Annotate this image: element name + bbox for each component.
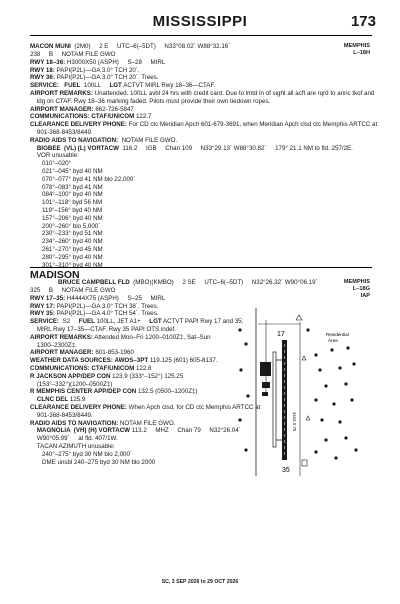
entry-line — [30, 152, 370, 160]
tree-symbol — [320, 418, 323, 421]
entry-line — [30, 89, 375, 98]
tree-symbol — [350, 398, 353, 401]
entry-line — [30, 67, 370, 75]
text-run: FUEL — [64, 82, 81, 90]
text-run: 601-853-1960 — [93, 349, 134, 357]
entry-line — [30, 435, 270, 443]
tree-symbol — [318, 368, 321, 371]
text-run: 100LL, JET A1+ — [94, 318, 150, 326]
text-run: RWY 17: — [30, 302, 55, 310]
text-run: 078°–083° byd 41 NM — [30, 183, 103, 191]
text-run: MACON MUNI — [30, 43, 71, 50]
text-run: LGT — [109, 82, 122, 90]
text-run: NOTAM FILE GWO. — [118, 136, 178, 144]
entry-line — [30, 326, 270, 334]
text-run: H3000X50 (ASPH) S–28 MIRL — [65, 58, 166, 66]
obstruction-box — [302, 460, 307, 466]
entry-line — [30, 396, 270, 404]
runway-17-label: 17 — [277, 331, 285, 338]
text-run: RWY 18–36: — [30, 58, 66, 66]
entry-line — [30, 303, 270, 311]
tree-symbol — [239, 368, 242, 371]
entry-line — [30, 357, 270, 365]
entry-line — [30, 113, 370, 121]
parallel-taxiway — [273, 352, 276, 447]
tree-symbol — [338, 366, 341, 369]
text-run: 070°–077° byd 41 NM blo 22,000´ — [30, 175, 136, 183]
text-run: 901-368-8453/8449. — [30, 128, 93, 136]
tree-symbol — [238, 418, 241, 421]
text-run: 122.7 — [134, 113, 152, 121]
text-run: R MEMPHIS CENTER APP/DEP CON — [30, 388, 137, 396]
header-rule — [30, 35, 372, 36]
text-run: 901-368-8453/8449. — [30, 411, 93, 419]
city-rule — [30, 267, 372, 268]
entry-line — [30, 334, 270, 342]
text-run: CLEARANCE DELIVERY PHONE: — [30, 403, 127, 411]
entry-line — [30, 254, 370, 262]
text-run: 230°–233° byd 51 NM — [30, 230, 103, 238]
entry-line — [30, 295, 270, 303]
entry-line — [30, 388, 270, 396]
text-run: COMMUNICATIONS: CTAF/UNICOM — [30, 113, 135, 121]
text-run: VOR unusable: — [30, 152, 79, 160]
text-run: 100LL — [80, 82, 110, 90]
chart-ref: MEMPHIS — [343, 279, 370, 285]
entry-line — [30, 223, 370, 231]
effective-dates-footer: SC, 3 SEP 2026 to 29 OCT 2026 — [161, 579, 239, 585]
text-run: WEATHER DATA SOURCES: AWOS–3PT — [30, 357, 149, 365]
text-run: AIRPORT REMARKS: — [30, 333, 93, 341]
tree-symbol — [238, 328, 241, 331]
tree-symbol — [244, 448, 247, 451]
tree-symbol — [246, 394, 249, 397]
text-run: PAPI(P2L)—GA 3.0° TCH 38´. Trees. — [54, 302, 159, 310]
text-run: H4444X75 (ASPH) S–25 MIRL — [65, 294, 166, 302]
macon-entry-body — [30, 51, 378, 269]
chart-ref: L–18H — [353, 50, 370, 57]
text-run: 125.9 — [68, 396, 86, 404]
text-run: 200°–260° blo 5,000´ — [30, 222, 101, 230]
entry-line — [30, 459, 270, 467]
entry-line — [30, 74, 370, 82]
tree-symbol — [314, 398, 317, 401]
text-run: 301°–310° byd 40 NM — [30, 261, 103, 269]
entry-line — [30, 215, 370, 223]
text-run: MIRL Rwy 17–35—CTAF. Rwy 35 PAPI OTS indef. — [30, 325, 177, 333]
text-run: ACTVT MIRL Rwy 18–36—CTAF. — [121, 82, 216, 90]
airport-diagram — [236, 300, 372, 482]
text-run: For CD ctc Meridian Apch 601-679-3691, when Meridian Apch clsd ctc Memphis ARTCC at — [126, 121, 378, 129]
text-run: DME unsbl 240–275 byd 30 NM blo 2000 — [30, 458, 156, 466]
tree-symbol — [354, 448, 357, 451]
tree-symbol — [332, 402, 335, 405]
chart-ref: MEMPHIS — [343, 43, 370, 49]
text-run: 662-726-5847 — [93, 105, 134, 113]
text-run: PAPI(P2L)—GA 3.0° TCH 20´. Trees. — [54, 74, 159, 82]
page-number: 173 — [350, 13, 376, 30]
text-run: AIRPORT REMARKS: — [30, 89, 93, 97]
text-run: CLEARANCE DELIVERY PHONE: — [30, 121, 127, 129]
text-run: 119°–156° byd 40 NM — [30, 206, 103, 214]
tree-symbol — [306, 328, 309, 331]
text-run: BRUCE CAMPBELL FLD — [58, 279, 130, 286]
text-run: PAPI(P2L)—GA 3.0° TCH 20´. — [54, 66, 140, 74]
entry-line — [30, 443, 270, 451]
text-run: When Apch clsd, for CD ctc Memphis ARTCC at — [126, 403, 261, 411]
text-run: 116.2 IGB Chan 109 N33°29.13´ W88°30.82´ 179° 21.1 NM to fld. 257/2E. — [118, 144, 353, 152]
entry-line — [30, 121, 378, 129]
text-run: COMMUNICATIONS: CTAF/UNICOM — [30, 364, 135, 372]
text-run: RWY 35: — [30, 310, 55, 318]
entry-line — [30, 412, 270, 420]
entry-line — [30, 246, 370, 254]
tree-symbol — [314, 353, 317, 356]
entry-line — [30, 349, 270, 357]
text-run: RWY 17–35: — [30, 294, 66, 302]
text-run: 157°–206° byd 40 NM — [30, 214, 103, 222]
text-run: 010°–020° — [30, 160, 72, 168]
entry-line — [30, 451, 270, 459]
entry-line — [30, 287, 270, 295]
tree-symbol — [324, 384, 327, 387]
tree-symbol — [344, 436, 347, 439]
text-run: (2M0) 2 E UTC–6(–5DT) N33°08.02´ W88°32.16´ — [70, 43, 231, 50]
residential-area-label: Residential — [326, 332, 349, 337]
entry-line — [30, 381, 270, 389]
text-run: LGT — [149, 318, 162, 326]
madison-entry-body — [30, 287, 270, 466]
entry-line — [30, 137, 370, 145]
tree-symbol — [346, 346, 349, 349]
tree-symbol — [330, 348, 333, 351]
text-run: CLNC DEL — [30, 396, 69, 404]
entry-line — [30, 184, 370, 192]
entry-line — [30, 51, 370, 59]
runway-dimensions-label: 4444 X 75 — [292, 412, 297, 432]
hangar-building — [262, 382, 270, 388]
text-run: 132.5 (0500–1200Z‡) — [136, 388, 198, 396]
text-run: ldg on CTAF. Rwy 18–36 marking faded. Pilots must provide their own tiedown ropes. — [30, 97, 271, 105]
entry-line — [30, 262, 370, 270]
text-run: SERVICE: — [30, 82, 60, 90]
entry-line — [30, 82, 370, 90]
tree-symbol — [338, 420, 341, 423]
chart-ref: L–18G — [352, 286, 370, 293]
text-run: RADIO AIDS TO NAVIGATION: — [30, 136, 119, 144]
entry-line — [30, 145, 370, 153]
entry-line — [30, 342, 270, 350]
tree-symbol — [324, 438, 327, 441]
entry-line — [30, 404, 270, 412]
text-run: 238 B NOTAM FILE GWO — [30, 51, 116, 58]
entry-line — [30, 318, 270, 326]
text-run: 123.9 (333°–152°) 125.25 — [110, 372, 184, 380]
entry-line — [30, 207, 370, 215]
text-run: R JACKSON APP/DEP CON — [30, 372, 111, 380]
text-run: MAGNOLIA (VH) (H) VORTACW — [30, 427, 131, 435]
text-run: RADIO AIDS TO NAVIGATION: — [30, 419, 119, 427]
text-run: W90°05.99´ at fld. 407/1W. — [30, 435, 118, 443]
text-run: RWY 18: — [30, 66, 55, 74]
text-run: Attended Mon–Fri 1200–0100Z‡, Sat–Sun — [92, 333, 211, 341]
entry-line — [30, 176, 370, 184]
entry-line — [30, 230, 370, 238]
text-run: BIGBEE (VL) (L) VORTACW — [30, 144, 119, 152]
entry-line — [30, 129, 370, 137]
text-run: TACAN AZIMUTH unusable: — [30, 442, 115, 450]
page-state-title: MISSISSIPPI — [152, 13, 248, 30]
tree-symbol — [244, 342, 247, 345]
entry-line — [30, 373, 270, 381]
entry-line — [30, 420, 270, 428]
entry-line — [30, 98, 370, 106]
text-run: SERVICE: — [30, 318, 60, 326]
text-run: FUEL — [78, 318, 95, 326]
text-run: AIRPORT MANAGER: — [30, 349, 94, 357]
tree-symbol — [334, 456, 337, 459]
text-run: (MBO)(KMBO) 2 SE UTC–6(–5DT) N32°26.32´ W90°06.19´ — [129, 279, 318, 286]
tree-symbol — [344, 382, 347, 385]
chart-ref: IAP — [360, 293, 370, 300]
entry-line — [30, 238, 370, 246]
text-run: 101°–118° byd 56 NM — [30, 199, 103, 207]
text-run: 113.2 MHZ Chan 79 N32°26.04´ — [130, 427, 241, 435]
text-run: 119.125 (601) 605-8137. — [148, 357, 218, 365]
madison-chart-refs — [344, 279, 370, 301]
text-run: (153°–332°)(1200–0500Z‡) — [30, 380, 113, 388]
macon-airport-line — [30, 43, 230, 51]
text-run: 261°–270° byd 45 NM — [30, 245, 103, 253]
entry-line — [30, 365, 270, 373]
text-run: AIRPORT MANAGER: — [30, 105, 94, 113]
apron-building — [260, 362, 271, 376]
madison-airport-line — [58, 279, 318, 287]
text-run: NOTAM FILE GWO. — [118, 419, 176, 427]
text-run: 1300–2300Z‡. — [30, 341, 77, 349]
text-run: PAPI(P2L)—GA 4.0° TCH 54´. Trees. — [54, 310, 159, 318]
text-run: S2 — [59, 318, 79, 326]
entry-line — [30, 199, 370, 207]
residential-area-label: Area — [328, 338, 338, 343]
runway-35-label: 35 — [282, 467, 290, 474]
text-run: 280°–295° byd 40 NM — [30, 253, 103, 261]
text-run: 021°–045° byd 40 NM — [30, 167, 103, 175]
text-run: 084°–100° byd 40 NM — [30, 191, 103, 199]
tree-symbol — [314, 450, 317, 453]
entry-line — [30, 59, 370, 67]
entry-line — [30, 168, 370, 176]
entry-line — [30, 106, 370, 114]
text-run: 325 B NOTAM FILE GWO — [30, 287, 116, 294]
hangar-building — [262, 392, 268, 396]
text-run: 240°–275° byd 30 NM blo 2,000´ — [30, 450, 132, 458]
text-run: 234°–260° byd 40 NM — [30, 238, 103, 246]
entry-line — [30, 310, 270, 318]
text-run: RWY 36: — [30, 74, 55, 82]
text-run: 122.8 — [134, 364, 152, 372]
text-run: ACTVT PAPI Rwy 17 and 35; — [161, 318, 244, 326]
entry-line — [30, 191, 370, 199]
text-run: Unattended. 100LL avbl 24 hrs with credit card. Due to lmtd ln of sight all acft are rqrd to annc tkof and — [92, 89, 375, 97]
entry-line — [30, 427, 270, 435]
entry-line — [30, 160, 370, 168]
tree-symbol — [352, 362, 355, 365]
city-heading: MADISON — [30, 269, 80, 281]
